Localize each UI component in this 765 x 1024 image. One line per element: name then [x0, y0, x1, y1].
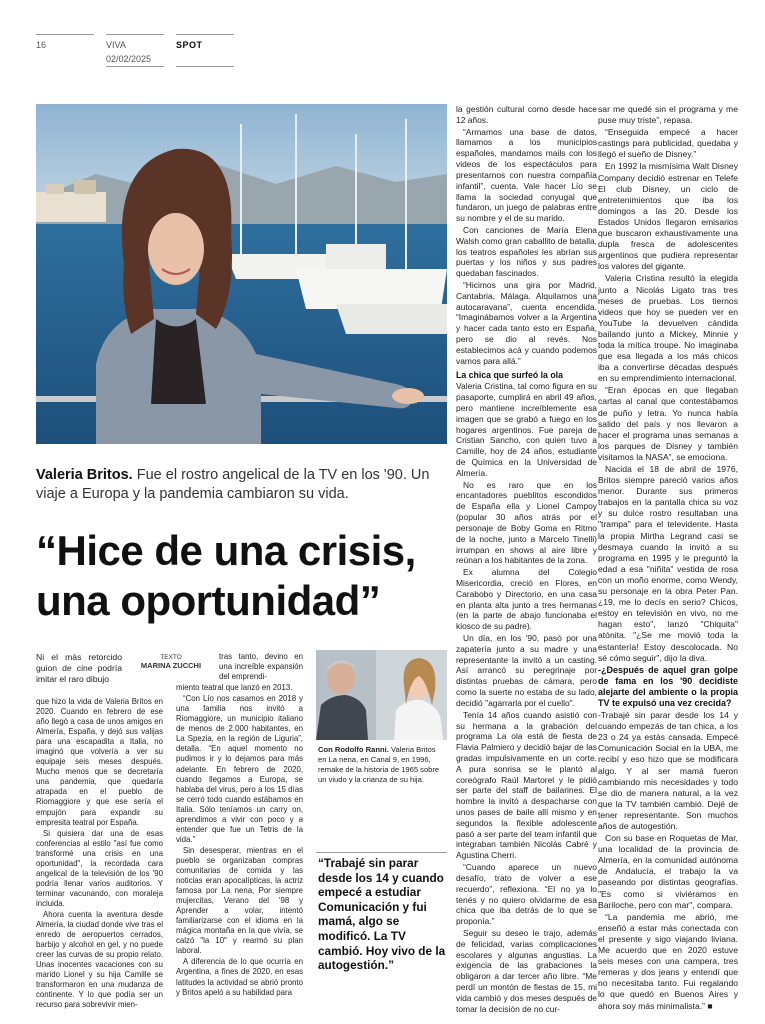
- photo-caption: [318, 745, 446, 785]
- pull-quote-rule: [316, 852, 447, 853]
- col3-p9: Tenía 14 años cuando asistió con su hermana a la grabación del programa La ola está de fiesta de Flavia Palmiero y decidió bajar de las gradas impulsivamente en un corte. A pura sonrisa se le plantó al coreógrafo Raúl Martorel y le pidió ser parte del staff de bailarines. El hombre la invitó a despacharse con unos pases de baile allí mismo y en segundos la flexible adolescente pasó a ser parte del team infantil que integraban también Nicolás Cabré y Agustina Cherri.: [456, 709, 597, 861]
- pull-quote: “Trabajé sin parar desde los 14 y cuando empecé a estudiar Comunicación y fui mamá, algo se modificó. La TV cambió. Hoy vivo de la autogestión.”: [318, 856, 446, 973]
- byline-label: TEXTO: [160, 654, 182, 661]
- lead-text: [36, 466, 446, 504]
- col4-p7: Con su base en Roquetas de Mar, una localidad de la provincia de Almería, en la comunidad autónoma de Andalucía, el trabajo la va paseando por distintas geografías. "Es como si viviéramos en Bariloche, pero con mar", compara.: [598, 833, 738, 910]
- column-4: [598, 104, 738, 1013]
- col3-p10: “Cuando aparece un nuevo desafío, trato de volver a ese recuerdo”, reflexiona. “El no ya lo tenés y no quiero olvidarme de esa chica que iba detrás de lo que se proponía.”: [456, 862, 597, 927]
- lead-description: Fue el rostro angelical de la TV en los '90. Un viaje a Europa y la pandemia cambiaron su vida.: [36, 467, 430, 502]
- col3-p7: Ex alumna del Colegio Misericordia, creció en Flores, en Carabobo y Directorio, en una casa en planta alta junto a tres hermanas (en la parte de abajo funcionaba el kiosco de su padre).: [456, 567, 597, 632]
- secondary-photo: [316, 650, 447, 740]
- column-1-body: [36, 697, 163, 1011]
- col2-intro: tras tanto, devino en una increíble expansión del emprendi-: [219, 652, 303, 682]
- column-2: [176, 652, 303, 999]
- col4-p1: sar me quedé sin el programa y me puse muy triste”, repasa.: [598, 104, 738, 126]
- col1-intro: Ni el más retorcido guion de cine podría imitar el raro dibujo: [36, 652, 122, 685]
- col4-p4: Valeria Cristina resultó la elegida junto a Nicolás Ligato tras tres meses de pruebas. Los tiernos videos que hoy se pueden ver en YouTube la devuelven cándida bailando junto a Mickey, Minnie y toda la mítica troupe. No imaginaba que esa llegada a los más chicos iba a convertirse décadas después en su emprendimiento internacional.: [598, 273, 738, 384]
- col3-subhead: La chica que surfeó la ola: [456, 369, 563, 380]
- page-number: 16: [36, 40, 47, 50]
- col1-p2: Si quisiera dar una de esas conferencias al estilo "así fue como transformé una crisis en una oportunidad", la recordada cara angelical de la televisión de los '90 podría llenar varios auditorios. Y terminar vacunando, con moraleja incluida.: [36, 828, 163, 908]
- col4-answer: -Trabajé sin parar desde los 14 y cuando empezás de tan chica, a los 23 o 24 ya estás cansada. Empecé Comunicación Social en la UBA, me recibí y eso hizo que se modificara algo. Y al ser mamá fueron cambiando mis necesidades y todo se dio de manera natural, a la vez que la TV también cambió. Dejé de tener representante. Son muchos años de autogestión.: [598, 710, 738, 831]
- col3-p6: No es raro que en los encantadores pueblitos escondidos de España ella y Lionel Campoy (popular 30 años atrás por el personaje de Boby Goma en Ritmo de la noche, junto a Marcelo Tinelli) irrumpan en shows al aire libre y reúnan a los habitantes de la zona.: [456, 479, 597, 566]
- lead-name: Valeria Britos.: [36, 467, 133, 483]
- column-3: [456, 104, 597, 1015]
- col2-p3: Sin desesperar, mientras en el pueblo se organizaban compras comunitarias de comida y las noticias eran apocalípticas, la actriz famosa por La nena, Por siempre mujercitas, Verano del '98 y Aprender a volar, intentó familiarizarse con el idioma en la mágica montaña en la que vivía, se calzó "la 10" y rearmó su plan laboral.: [176, 845, 303, 956]
- headline-line-2: una oportunidad”: [36, 577, 381, 624]
- col3-p5: Valeria Cristina, tal como figura en su pasaporte, cumplirá en abril 49 años, pero mantiene increíblemente esa imagen que se grabó a fuego en los hogares argentinos. Fue pareja de Cristian Sancho, con quien tuvo a Camille, hoy de 24 años, estudiante de Química en la Universidad de Almería.: [456, 381, 597, 478]
- col4-p6: Nacida el 18 de abril de 1976, Britos siempre pareció varios años menor. Durante sus primeros trabajos en la pantalla chica su voz y su dulce rostro resultaban una "trampa" para el televidente. Hasta la propia Mirtha Legrand casi se desmaya cuando la invitó a su programa en 1995 y le preguntó la edad a esa "niñita" vestida de rosa con un moño enorme, como Wendy, su personaje en la obra Peter Pan. ¿19, me lo decís en serio? Chicos, estoy en televisión en vivo, no me hagan esto", lanzó "Chiquita" atónita. "¿Se me movió toda la estantería! Estoy descolocada. No sé cómo seguir", dijo la diva.: [598, 464, 738, 663]
- header-rule-1: [36, 34, 94, 35]
- col3-p3: Con canciones de María Elena Walsh como gran caballito de batalla, los teatros españoles les abrían sus puertas y los niños y sus padres quedaban fascinados.: [456, 224, 597, 279]
- headline: [36, 526, 456, 626]
- caption-text: Valeria Britos en La nena, en Canal 9, en 1996, remake de la historia de 1965 sobre un viudo y la crianza de su hija.: [318, 745, 440, 784]
- publication-date: 02/02/2025: [106, 54, 152, 64]
- main-photo: [36, 104, 447, 444]
- col1-p3: Ahora cuenta la aventura desde Almería, la ciudad donde vive tras el enredo de aeropuertos cerrados, barbijo y alcohol en gel, y no puede creer las curvas de su propio relato. Unas inocentes vacaciones con su marido Lionel y su hija Camille se transformaron en una mudanza de continente. Y lo que podía ser un recurso para sobrevivir mien-: [36, 909, 163, 1010]
- col3-p11: Seguir su deseo le trajo, además de felicidad, varias complicaciones escolares y algunas angustias. La exigencia de las grabaciones la obligaron a dar tercer año libre. “Me perdí un montón de fiestas de 15, mi vida cambió y dos meses después de tomar la decisión de no cur-: [456, 927, 597, 1014]
- section-label: SPOT: [176, 40, 203, 50]
- header-rule-2: [106, 34, 164, 35]
- col4-p8: “La pandemia me abrió, me enseñó a estar más conectada con el presente y sigo viajando liviana. Me acuerdo que en 2020 estuve seis meses con una campera, tres remeras y dos jeans y entendí que no necesitaba tanto. Fui regalando lo que quedó en Buenos Aires y ahora soy más minimalista.” ■: [598, 911, 738, 1011]
- col4-p5: “Eran épocas en que llegaban cartas al canal que contestábamos de puño y letra. Yo nunca había salido del país y nos llevaron a hacer el programa unas semanas a los parques de Disney y también visitamos la NASA”, se emociona.: [598, 385, 738, 462]
- col4-question: -¿Después de aquel gran golpe de fama en los '90 decidiste alejarte del ambiente o la propia TV te expulsó una vez crecida?: [598, 664, 738, 708]
- col3-p8: Un día, en los '90, pasó por una zapatería junto a su madre y una representante la invitó a un casting. Así arrancó su peregrinaje por distintas pruebas de cámara, pero como la suerte no estaba de su lado, decidió "agarrarla por el cuello".: [456, 633, 597, 708]
- col3-p1: la gestión cultural como desde hace 12 años.: [456, 104, 597, 125]
- col2-p1: miento teatral que lanzó en 2013.: [176, 683, 293, 693]
- header-rule-4: [106, 66, 164, 67]
- col3-p2: “Armamos una base de datos, llamamos a los municipios españoles, mandamos mails con los videos de los espectáculos para presentarnos con nuestra compañía infantil”, cuenta. Vale hacer Lío se llama la sociedad conyugal que fundaron, un juego de palabras entre su nombre y el de su marido.: [456, 126, 597, 224]
- col4-p2: “Enseguida empecé a hacer castings para publicidad, quedaba y llegó el sueño de Disney.”: [598, 127, 738, 160]
- col3-p4: “Hicimos una gira por Madrid, Cantabria, Málaga. Alquilamos una autocaravana”, cuenta encendida. “Imaginábamos volver a la Argentina y hacer cada tanto esto en España, pero se dio al revés. Nos establecimos acá y cuando podemos vamos para allá.”: [456, 280, 597, 366]
- caption-title: Con Rodolfo Ranni.: [318, 745, 389, 754]
- header-rule-5: [176, 66, 234, 67]
- publication-name: VIVA: [106, 40, 126, 50]
- byline-author: MARINA ZUCCHI: [140, 661, 202, 670]
- headline-line-1: “Hice de una crisis,: [36, 527, 416, 574]
- col1-p1: que hizo la vida de Valeria Britos en 2020. Cuando en febrero de ese año llegó a casa de unos amigos en Almería, España, y dejó sus valijas para una escapadita a Italia, no imaginó que volvería a ver su equipaje seis meses después. Mucho menos que se decretaría una pandemia, que quedaría atrapada en el pueblo de Riomaggiore y que ese sería el empujón para expandir su empresita teatral por España.: [36, 697, 163, 827]
- col2-p4: A diferencia de lo que ocurría en Argentina, a fines de 2020, en esas latitudes la actividad se abrió pronto y Britos apeló a su habilidad para: [176, 957, 303, 997]
- col2-p2: “Con Lío nos casamos en 2018 y una familia nos invitó a Riomaggiore, un municipio italiano de menos de 2.000 habitantes, en La Spezia, en la región de Liguria”, detalla. “En aquel momento no pudimos ir y lo dejamos para más adelante. En febrero de 2020, cuando llegamos a Europa, se hablaba del virus, pero a los 15 días se cerró todo cuando estábamos en Italia. Sólo teníamos un carry on, aprendimos a vivir con poco y a entender que fue un Tetris de la vida.”: [176, 694, 303, 844]
- header-rule-3: [176, 34, 234, 35]
- col4-p3: En 1992 la mismísima Walt Disney Company decidió estrenar en Telefe El club Disney, un ciclo de entretenimientos que iba los domingos a las 20. Desde los Estados Unidos llegaron emisarios que buscaron exhaustivamente una dupla fresca de adolescentes argentinos que pudiera representar los valores del gigante.: [598, 161, 738, 272]
